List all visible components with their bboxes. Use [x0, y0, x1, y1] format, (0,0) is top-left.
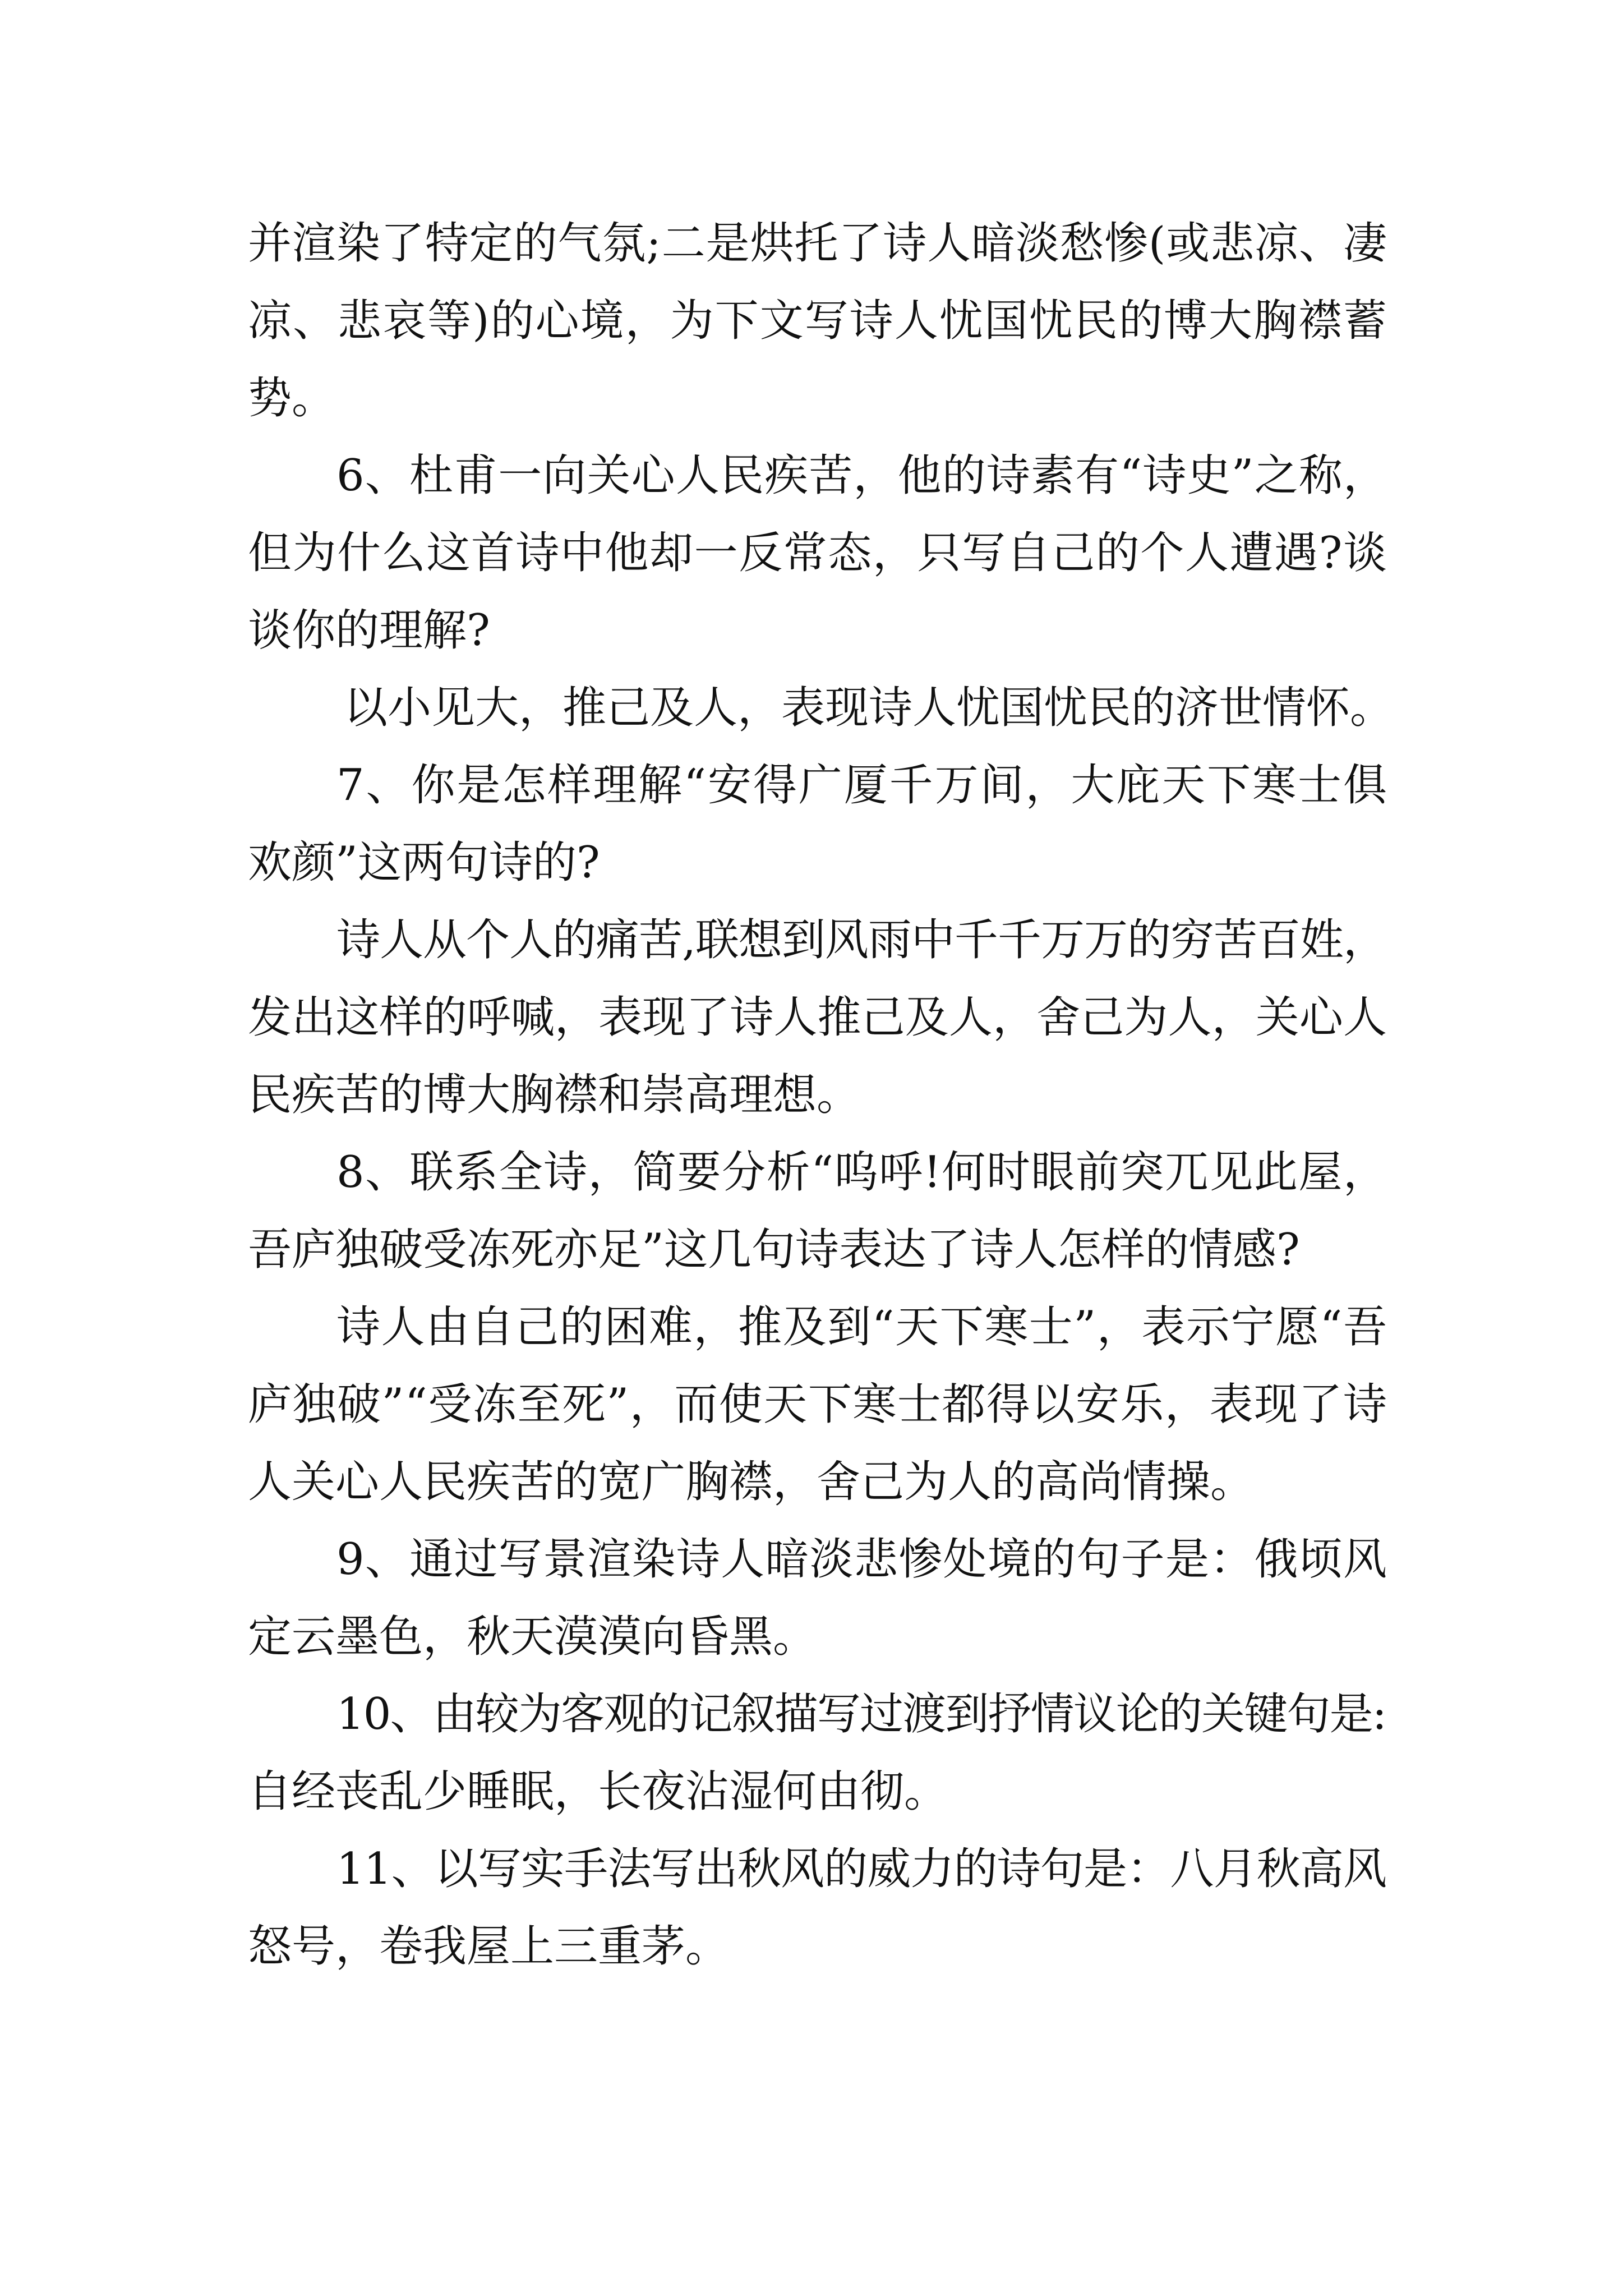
text-line: 以小见大，推己及人，表现诗人忧国忧民的济世情怀。: [344, 683, 1394, 733]
text-line: 谈你的理解?: [248, 605, 490, 656]
text-line: 诗人由自己的困难，推及到“天下寒士”，表示宁愿“吾: [336, 1302, 1388, 1352]
item-11: [248, 1830, 1387, 1985]
question-6: [248, 437, 1387, 669]
text-line: 10、由较为客观的记叙描写过渡到抒情议论的关键句是:: [336, 1689, 1386, 1740]
text-line: 吾庐独破受冻死亦足”这几句诗表达了诗人怎样的情感?: [248, 1225, 1300, 1275]
answer-7: [248, 901, 1387, 1134]
document-body: [248, 205, 1394, 1985]
text-line: 怒号，卷我屋上三重茅。: [248, 1921, 730, 1972]
answer-8: [248, 1289, 1387, 1521]
text-line: 发出这样的呼喊，表现了诗人推己及人，舍己为人，关心人: [248, 992, 1387, 1043]
text-line: 11、以写实手法写出秋风的威力的诗句是：八月秋高风: [336, 1844, 1387, 1894]
text-line: 但为什么这首诗中他却一反常态，只写自己的个人遭遇?谈: [248, 528, 1388, 578]
answer-6: [248, 669, 1394, 747]
text-line: 7、你是怎样理解“安得广厦千万间，大庇天下寒士俱: [336, 760, 1389, 811]
text-line: 人关心人民疾苦的宽广胸襟，舍己为人的高尚情操。: [248, 1457, 1255, 1507]
text-line: 并渲染了特定的气氛;二是烘托了诗人暗淡愁惨(或悲凉、凄: [248, 218, 1387, 269]
paragraph-continuation: [248, 205, 1387, 437]
text-line: 势。: [248, 373, 336, 424]
text-line: 8、联系全诗，简要分析“呜呼!何时眼前突兀见此屋，: [336, 1147, 1388, 1198]
text-line: 欢颜”这两句诗的?: [248, 838, 600, 888]
text-line: 9、通过写景渲染诗人暗淡悲惨处境的句子是：俄顷风: [336, 1534, 1388, 1585]
text-line: 6、杜甫一向关心人民疾苦，他的诗素有“诗史”之称，: [336, 450, 1388, 501]
text-line: 庐独破”“受冻至死”，而使天下寒士都得以安乐，表现了诗: [248, 1379, 1388, 1430]
text-line: 民疾苦的博大胸襟和崇高理想。: [248, 1070, 861, 1120]
question-8: [248, 1134, 1387, 1289]
text-line: 凉、悲哀等)的心境，为下文写诗人忧国忧民的博大胸襟蓄: [248, 296, 1389, 346]
text-line: 自经丧乱少睡眠，长夜沾湿何由彻。: [248, 1766, 948, 1817]
text-line: 诗人从个人的痛苦,联想到风雨中千千万万的穷苦百姓，: [336, 915, 1387, 965]
item-10: [248, 1676, 1387, 1830]
question-7: [248, 747, 1387, 901]
text-line: 定云墨色，秋天漠漠向昏黑。: [248, 1612, 817, 1662]
item-9: [248, 1521, 1387, 1676]
